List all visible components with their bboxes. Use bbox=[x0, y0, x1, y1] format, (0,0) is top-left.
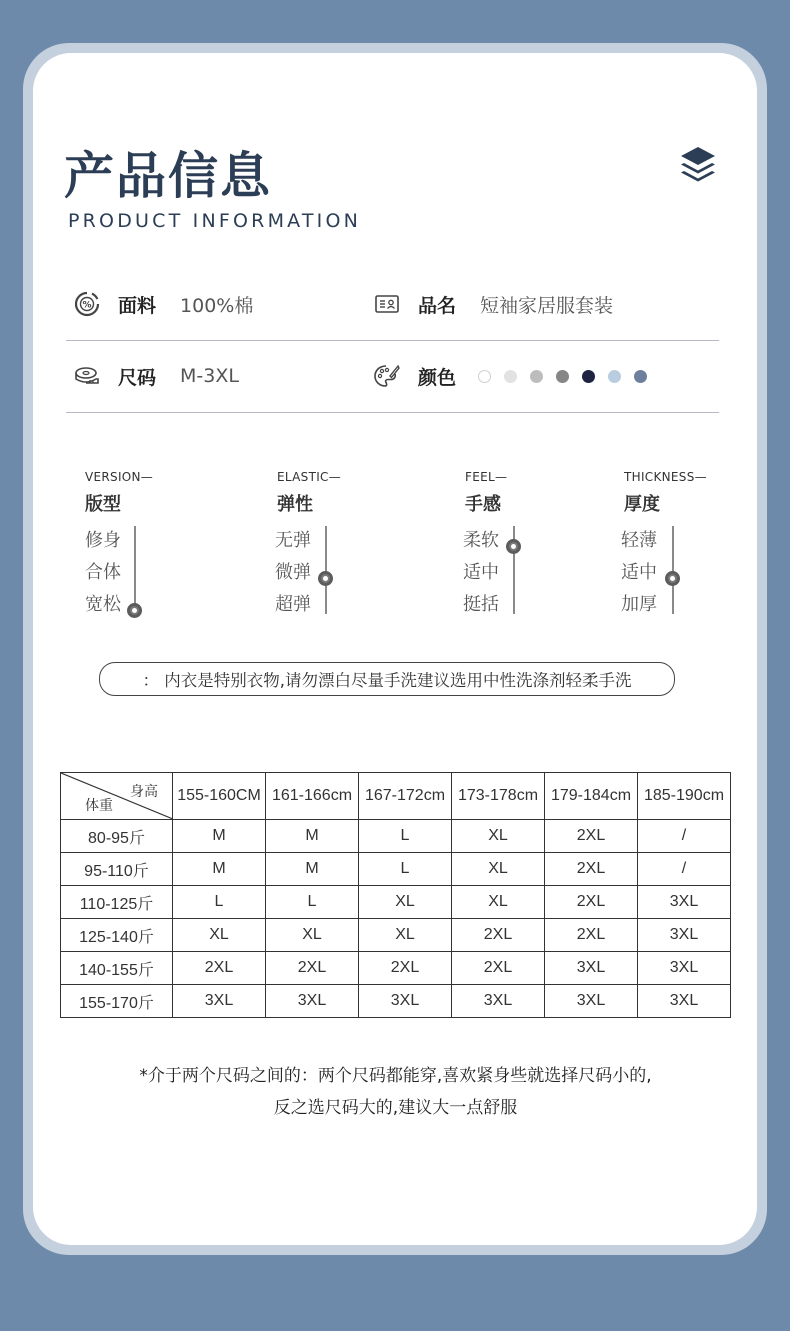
care-notice: ： 内衣是特别衣物,请勿漂白尽量手洗建议选用中性洗涤剂轻柔手洗 bbox=[99, 662, 675, 696]
percent-icon bbox=[74, 291, 100, 317]
attribute-option: 合体 bbox=[85, 562, 121, 583]
attribute-option: 修身 bbox=[85, 530, 121, 551]
attribute-cn-label: 版型 bbox=[85, 494, 121, 515]
table-row bbox=[61, 820, 731, 853]
fabric-label: 面料 bbox=[118, 294, 157, 317]
table-row bbox=[61, 853, 731, 886]
table-row bbox=[61, 985, 731, 1018]
color-cell bbox=[374, 340, 647, 412]
size-cell: M bbox=[173, 820, 266, 853]
gauge-track bbox=[325, 526, 327, 614]
weight-range-cell: 155-170斤 bbox=[61, 985, 173, 1018]
height-range-header: 173-178cm bbox=[452, 773, 545, 820]
size-cell: 2XL bbox=[452, 952, 545, 985]
info-row-fabric-name bbox=[66, 268, 719, 341]
size-cell: 3XL bbox=[359, 985, 452, 1018]
attribute-cn-label: 弹性 bbox=[277, 494, 313, 515]
size-cell: XL bbox=[266, 919, 359, 952]
height-range-header: 179-184cm bbox=[545, 773, 638, 820]
size-cell: L bbox=[359, 820, 452, 853]
gauge-selected-marker bbox=[665, 571, 680, 586]
size-cell: 3XL bbox=[266, 985, 359, 1018]
gauge-selected-marker bbox=[127, 603, 142, 618]
page-title: 产品信息 bbox=[64, 147, 272, 205]
size-cell: M bbox=[173, 853, 266, 886]
color-label: 颜色 bbox=[418, 366, 457, 389]
attribute-option: 超弹 bbox=[275, 594, 311, 615]
palette-icon bbox=[374, 363, 400, 389]
attribute-en-label: VERSION— bbox=[85, 470, 154, 484]
weight-axis-label: 体重 bbox=[85, 797, 113, 813]
product-name-value: 短袖家居服套装 bbox=[480, 294, 614, 317]
size-cell: 3XL bbox=[173, 985, 266, 1018]
attribute-option: 轻薄 bbox=[621, 530, 657, 551]
table-row bbox=[61, 952, 731, 985]
attribute-version bbox=[85, 470, 154, 615]
product-name-cell bbox=[374, 268, 613, 340]
attribute-thickness bbox=[621, 470, 707, 615]
attribute-option: 加厚 bbox=[621, 594, 657, 615]
attribute-elastic bbox=[275, 470, 342, 615]
size-cell: XL bbox=[452, 853, 545, 886]
attribute-feel bbox=[463, 470, 508, 615]
fabric-value: 100%棉 bbox=[180, 294, 254, 317]
color-swatch bbox=[582, 370, 595, 383]
size-cell: 3XL bbox=[638, 985, 731, 1018]
size-cell: 3XL bbox=[638, 919, 731, 952]
size-footnote bbox=[60, 1060, 731, 1124]
product-name-label: 品名 bbox=[418, 294, 457, 317]
height-range-header: 167-172cm bbox=[359, 773, 452, 820]
height-range-header: 161-166cm bbox=[266, 773, 359, 820]
footnote-line-2: 反之选尺码大的,建议大一点舒服 bbox=[273, 1098, 518, 1118]
size-value: M-3XL bbox=[180, 365, 239, 387]
page-subtitle: PRODUCT INFORMATION bbox=[68, 210, 362, 232]
color-swatch bbox=[556, 370, 569, 383]
layers-icon bbox=[678, 144, 718, 184]
footnote-line-1: *介于两个尺码之间的：两个尺码都能穿,喜欢紧身些就选择尺码小的, bbox=[139, 1066, 652, 1086]
attribute-en-label: FEEL— bbox=[465, 470, 508, 484]
weight-range-cell: 80-95斤 bbox=[61, 820, 173, 853]
size-cell: XL bbox=[452, 820, 545, 853]
size-cell: M bbox=[266, 853, 359, 886]
gauge-selected-marker bbox=[506, 539, 521, 554]
size-cell: 2XL bbox=[545, 886, 638, 919]
size-cell: XL bbox=[173, 919, 266, 952]
size-cell: L bbox=[266, 886, 359, 919]
size-cell: 2XL bbox=[359, 952, 452, 985]
id-card-icon bbox=[374, 291, 400, 317]
weight-range-cell: 140-155斤 bbox=[61, 952, 173, 985]
info-row-size-color bbox=[66, 340, 719, 413]
attribute-cn-label: 手感 bbox=[465, 494, 501, 515]
size-cell: XL bbox=[359, 886, 452, 919]
size-cell: L bbox=[173, 886, 266, 919]
color-swatch bbox=[608, 370, 621, 383]
height-range-header: 155-160CM bbox=[173, 773, 266, 820]
color-swatch bbox=[504, 370, 517, 383]
fabric-cell bbox=[74, 268, 253, 340]
size-cell: 3XL bbox=[545, 952, 638, 985]
attribute-option: 柔软 bbox=[463, 530, 499, 551]
weight-range-cell: 110-125斤 bbox=[61, 886, 173, 919]
size-cell: 2XL bbox=[545, 853, 638, 886]
size-chart-corner bbox=[61, 773, 173, 820]
attribute-en-label: ELASTIC— bbox=[277, 470, 342, 484]
size-cell: 2XL bbox=[545, 919, 638, 952]
size-cell: 2XL bbox=[545, 820, 638, 853]
size-cell: XL bbox=[359, 919, 452, 952]
attribute-option: 适中 bbox=[621, 562, 657, 583]
size-cell: 3XL bbox=[452, 985, 545, 1018]
attribute-en-label: THICKNESS— bbox=[624, 470, 707, 484]
attribute-option: 无弹 bbox=[275, 530, 311, 551]
size-chart-header bbox=[61, 773, 731, 820]
size-cell: 2XL bbox=[173, 952, 266, 985]
height-range-header: 185-190cm bbox=[638, 773, 731, 820]
gauge-selected-marker bbox=[318, 571, 333, 586]
height-axis-label: 身高 bbox=[130, 783, 158, 799]
weight-range-cell: 125-140斤 bbox=[61, 919, 173, 952]
size-chart bbox=[60, 772, 731, 1018]
attribute-option: 微弹 bbox=[275, 562, 311, 583]
size-label: 尺码 bbox=[118, 366, 157, 389]
gauge-track bbox=[134, 526, 136, 614]
color-swatch bbox=[530, 370, 543, 383]
table-row bbox=[61, 919, 731, 952]
attribute-cn-label: 厚度 bbox=[624, 494, 660, 515]
size-cell: L bbox=[359, 853, 452, 886]
size-cell: 3XL bbox=[638, 886, 731, 919]
size-cell: XL bbox=[452, 886, 545, 919]
size-cell: / bbox=[638, 820, 731, 853]
color-swatch bbox=[634, 370, 647, 383]
attribute-option: 宽松 bbox=[85, 594, 121, 615]
attribute-option: 挺括 bbox=[463, 594, 499, 615]
gauge-track bbox=[672, 526, 674, 614]
size-cell: 2XL bbox=[452, 919, 545, 952]
size-cell: / bbox=[638, 853, 731, 886]
weight-range-cell: 95-110斤 bbox=[61, 853, 173, 886]
table-row bbox=[61, 886, 731, 919]
size-cell: 2XL bbox=[266, 952, 359, 985]
size-cell: 3XL bbox=[638, 952, 731, 985]
size-cell bbox=[74, 340, 239, 412]
attribute-option: 适中 bbox=[463, 562, 499, 583]
size-cell: 3XL bbox=[545, 985, 638, 1018]
measuring-tape-icon bbox=[74, 363, 100, 389]
color-swatches bbox=[478, 370, 647, 383]
svg-text:%: % bbox=[82, 300, 92, 311]
color-swatch bbox=[478, 370, 491, 383]
size-cell: M bbox=[266, 820, 359, 853]
